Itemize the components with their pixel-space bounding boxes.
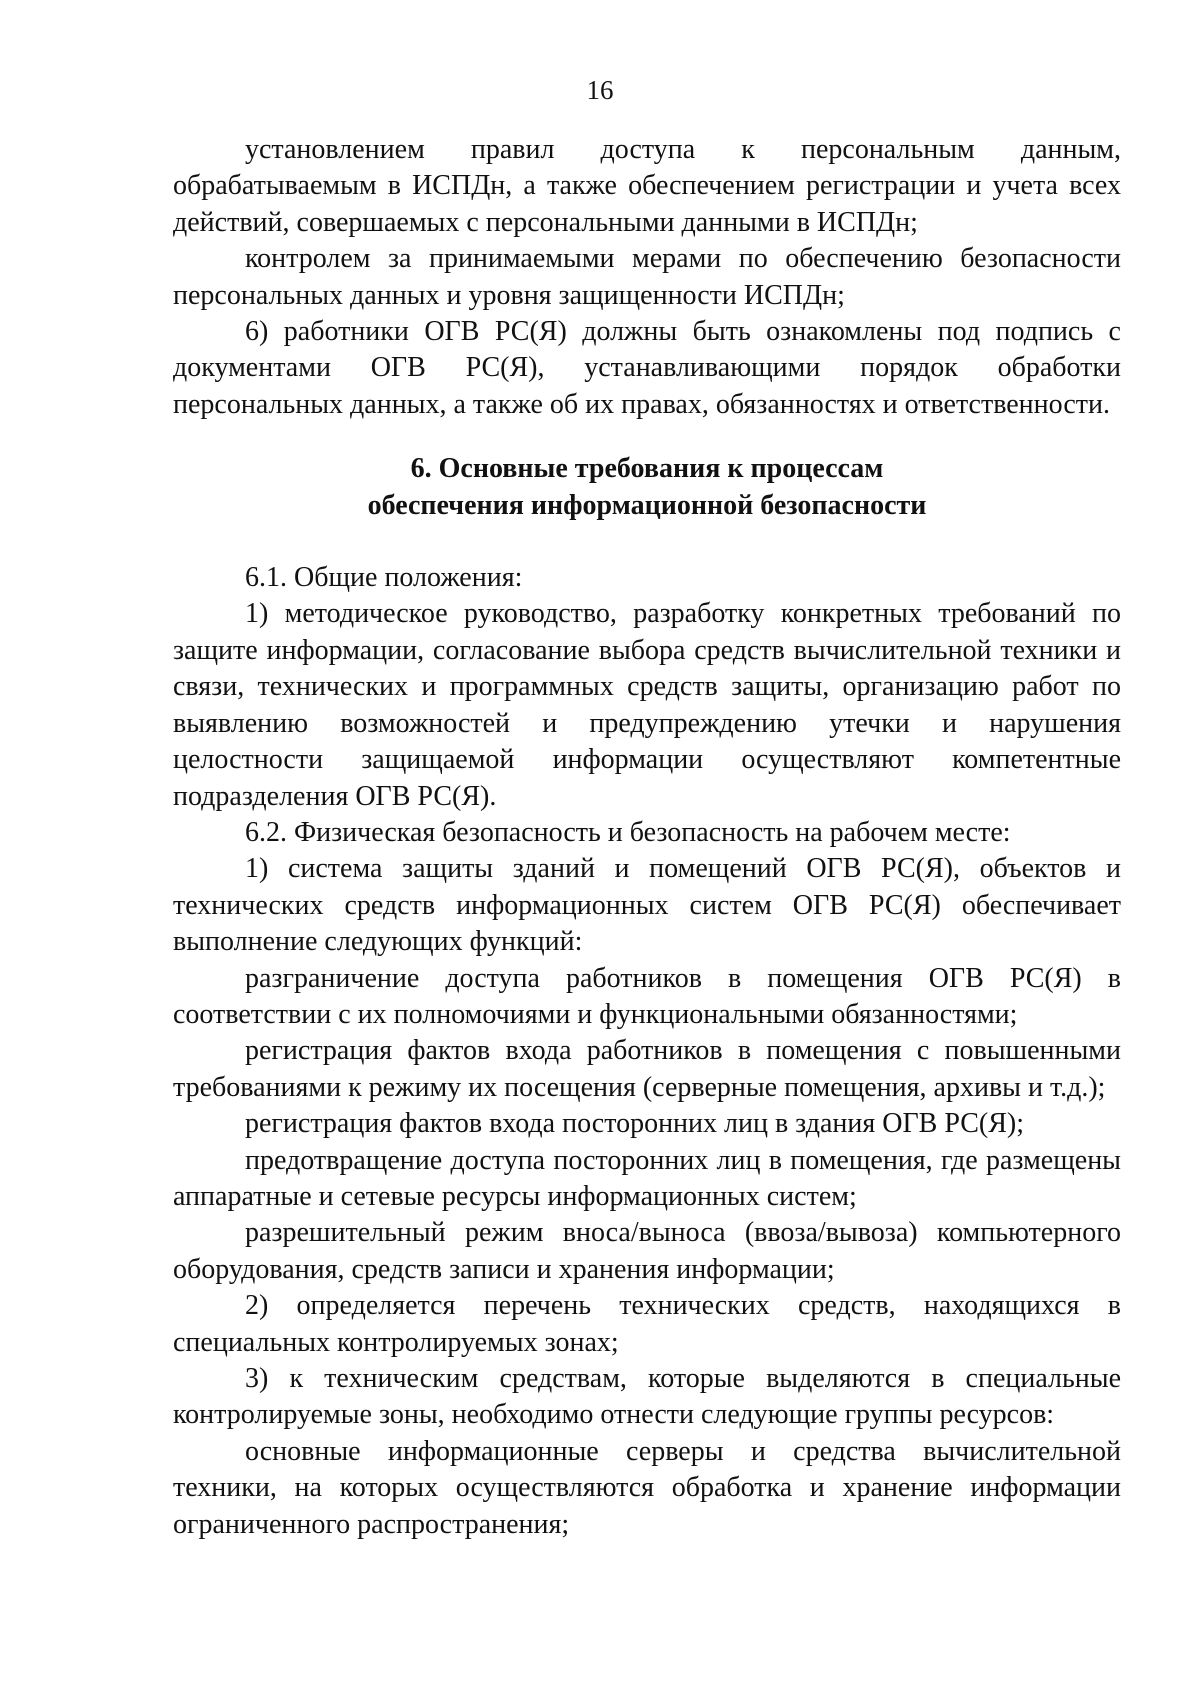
section-heading-line-2: обеспечения информационной безопасности	[367, 489, 927, 521]
paragraph-access-delimitation: разграничение доступа работников в помещения ОГВ РС(Я) в соответствии с их полномочиями и функциональными обязанностями;	[173, 962, 1121, 1030]
paragraph-visitor-entry-registration: регистрация фактов входа посторонних лиц в здания ОГВ РС(Я);	[245, 1108, 1025, 1140]
paragraph-access-prevention: предотвращение доступа посторонних лиц в помещения, где размещены аппаратные и сетевые ресурсы информационных систем;	[173, 1144, 1121, 1212]
paragraph-methodical-guidance: 1) методическое руководство, разработку конкретных требований по защите информации, согласование выбора средств вычислительной техники и связи, технических и программных средств защиты, организацию работ по выявлению возможностей и предупреждению утечки и нарушения целостности защищаемой информации осуществляют компетентные подразделения ОГВ РС(Я).	[173, 598, 1121, 812]
paragraph-control-measures: контролем за принимаемыми мерами по обеспечению безопасности персональных данных и уровня защищенности ИСПДн;	[173, 243, 1121, 311]
paragraph-main-servers: основные информационные серверы и средства вычислительной техники, на которых осуществляются обработка и хранение информации ограниченного распространения;	[173, 1435, 1121, 1540]
paragraph-employee-familiarization: 6) работники ОГВ РС(Я) должны быть ознакомлены под подпись с документами ОГВ РС(Я), устанавливающими порядок обработки персональных данных, а также об их правах, обязанностях и ответственности.	[173, 316, 1121, 420]
paragraph-controlled-zones: 3) к техническим средствам, которые выделяются в специальные контролируемые зоны, необходимо отнести следующие группы ресурсов:	[173, 1363, 1121, 1431]
paragraph-employee-entry-registration: регистрация фактов входа работников в помещения с повышенными требованиями к режиму их посещения (серверные помещения, архивы и т.д.);	[173, 1035, 1121, 1103]
paragraph-physical-security: 6.2. Физическая безопасность и безопасность на рабочем месте:	[245, 816, 1011, 848]
paragraph-building-protection: 1) система защиты зданий и помещений ОГВ РС(Я), объектов и технических средств информационных систем ОГВ РС(Я) обеспечивает выполнение следующих функций:	[173, 853, 1121, 958]
paragraph-equipment-permit-regime: разрешительный режим вноса/выноса (ввоза/вывоза) компьютерного оборудования, средств записи и хранения информации;	[173, 1217, 1121, 1285]
paragraph-access-rules: установлением правил доступа к персональным данным, обрабатываемым в ИСПДн, а также обеспечением регистрации и учета всех действий, совершаемых с персональными данными в ИСПДн;	[173, 134, 1121, 238]
paragraph-technical-means-list: 2) определяется перечень технических средств, находящихся в специальных контролируемых зонах;	[173, 1290, 1121, 1358]
paragraph-general-provisions: 6.1. Общие положения:	[245, 562, 523, 594]
section-heading-line-1: 6. Основные требования к процессам	[410, 453, 884, 485]
page-number: 16	[586, 75, 614, 105]
section-heading	[173, 451, 1121, 524]
document-body	[173, 132, 1121, 1543]
